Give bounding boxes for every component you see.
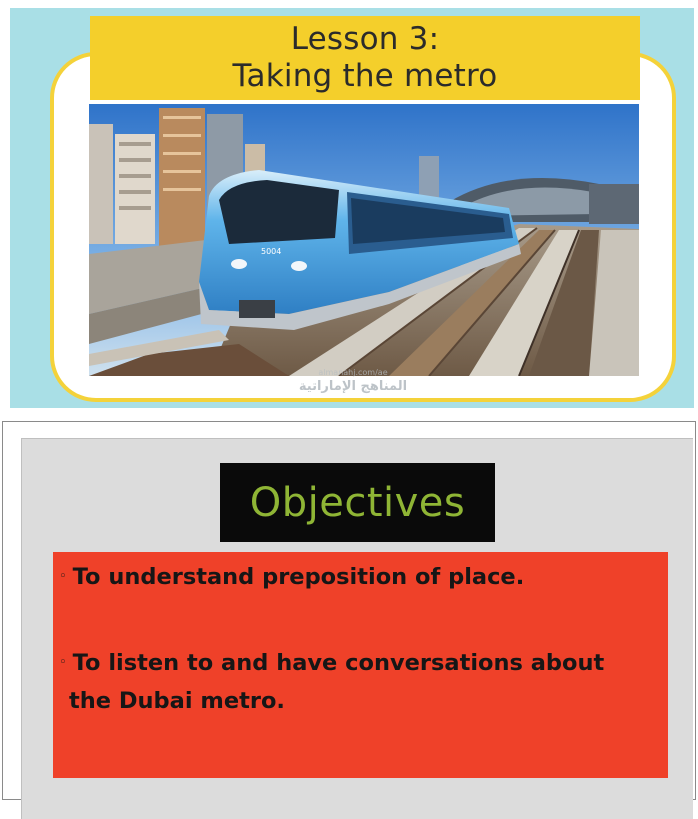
objective-item: [59, 644, 659, 720]
site-watermark: [288, 368, 418, 428]
objective-text-line1: To listen to and have conversations about: [72, 650, 605, 676]
metro-photo: [89, 104, 639, 376]
lesson-number: Lesson 3:: [290, 21, 440, 58]
watermark-arabic: المناهج الإماراتية: [298, 379, 408, 394]
objectives-heading: Objectives: [220, 463, 495, 542]
objective-item: [59, 558, 659, 596]
objective-text: To understand preposition of place.: [72, 564, 525, 590]
lesson-title-banner: [90, 16, 640, 100]
bullet-icon: ◦: [59, 655, 67, 670]
objectives-box: [53, 552, 668, 778]
watermark-url: almanahj.com/ae: [318, 368, 388, 377]
train-number: 5004: [261, 247, 282, 256]
lesson-title-slide: [10, 8, 694, 408]
bullet-icon: ◦: [59, 569, 67, 584]
objectives-panel: [21, 438, 693, 819]
objective-text-line2: the Dubai metro.: [69, 688, 285, 714]
objectives-slide: [2, 421, 696, 800]
lesson-title: Taking the metro: [232, 58, 498, 94]
